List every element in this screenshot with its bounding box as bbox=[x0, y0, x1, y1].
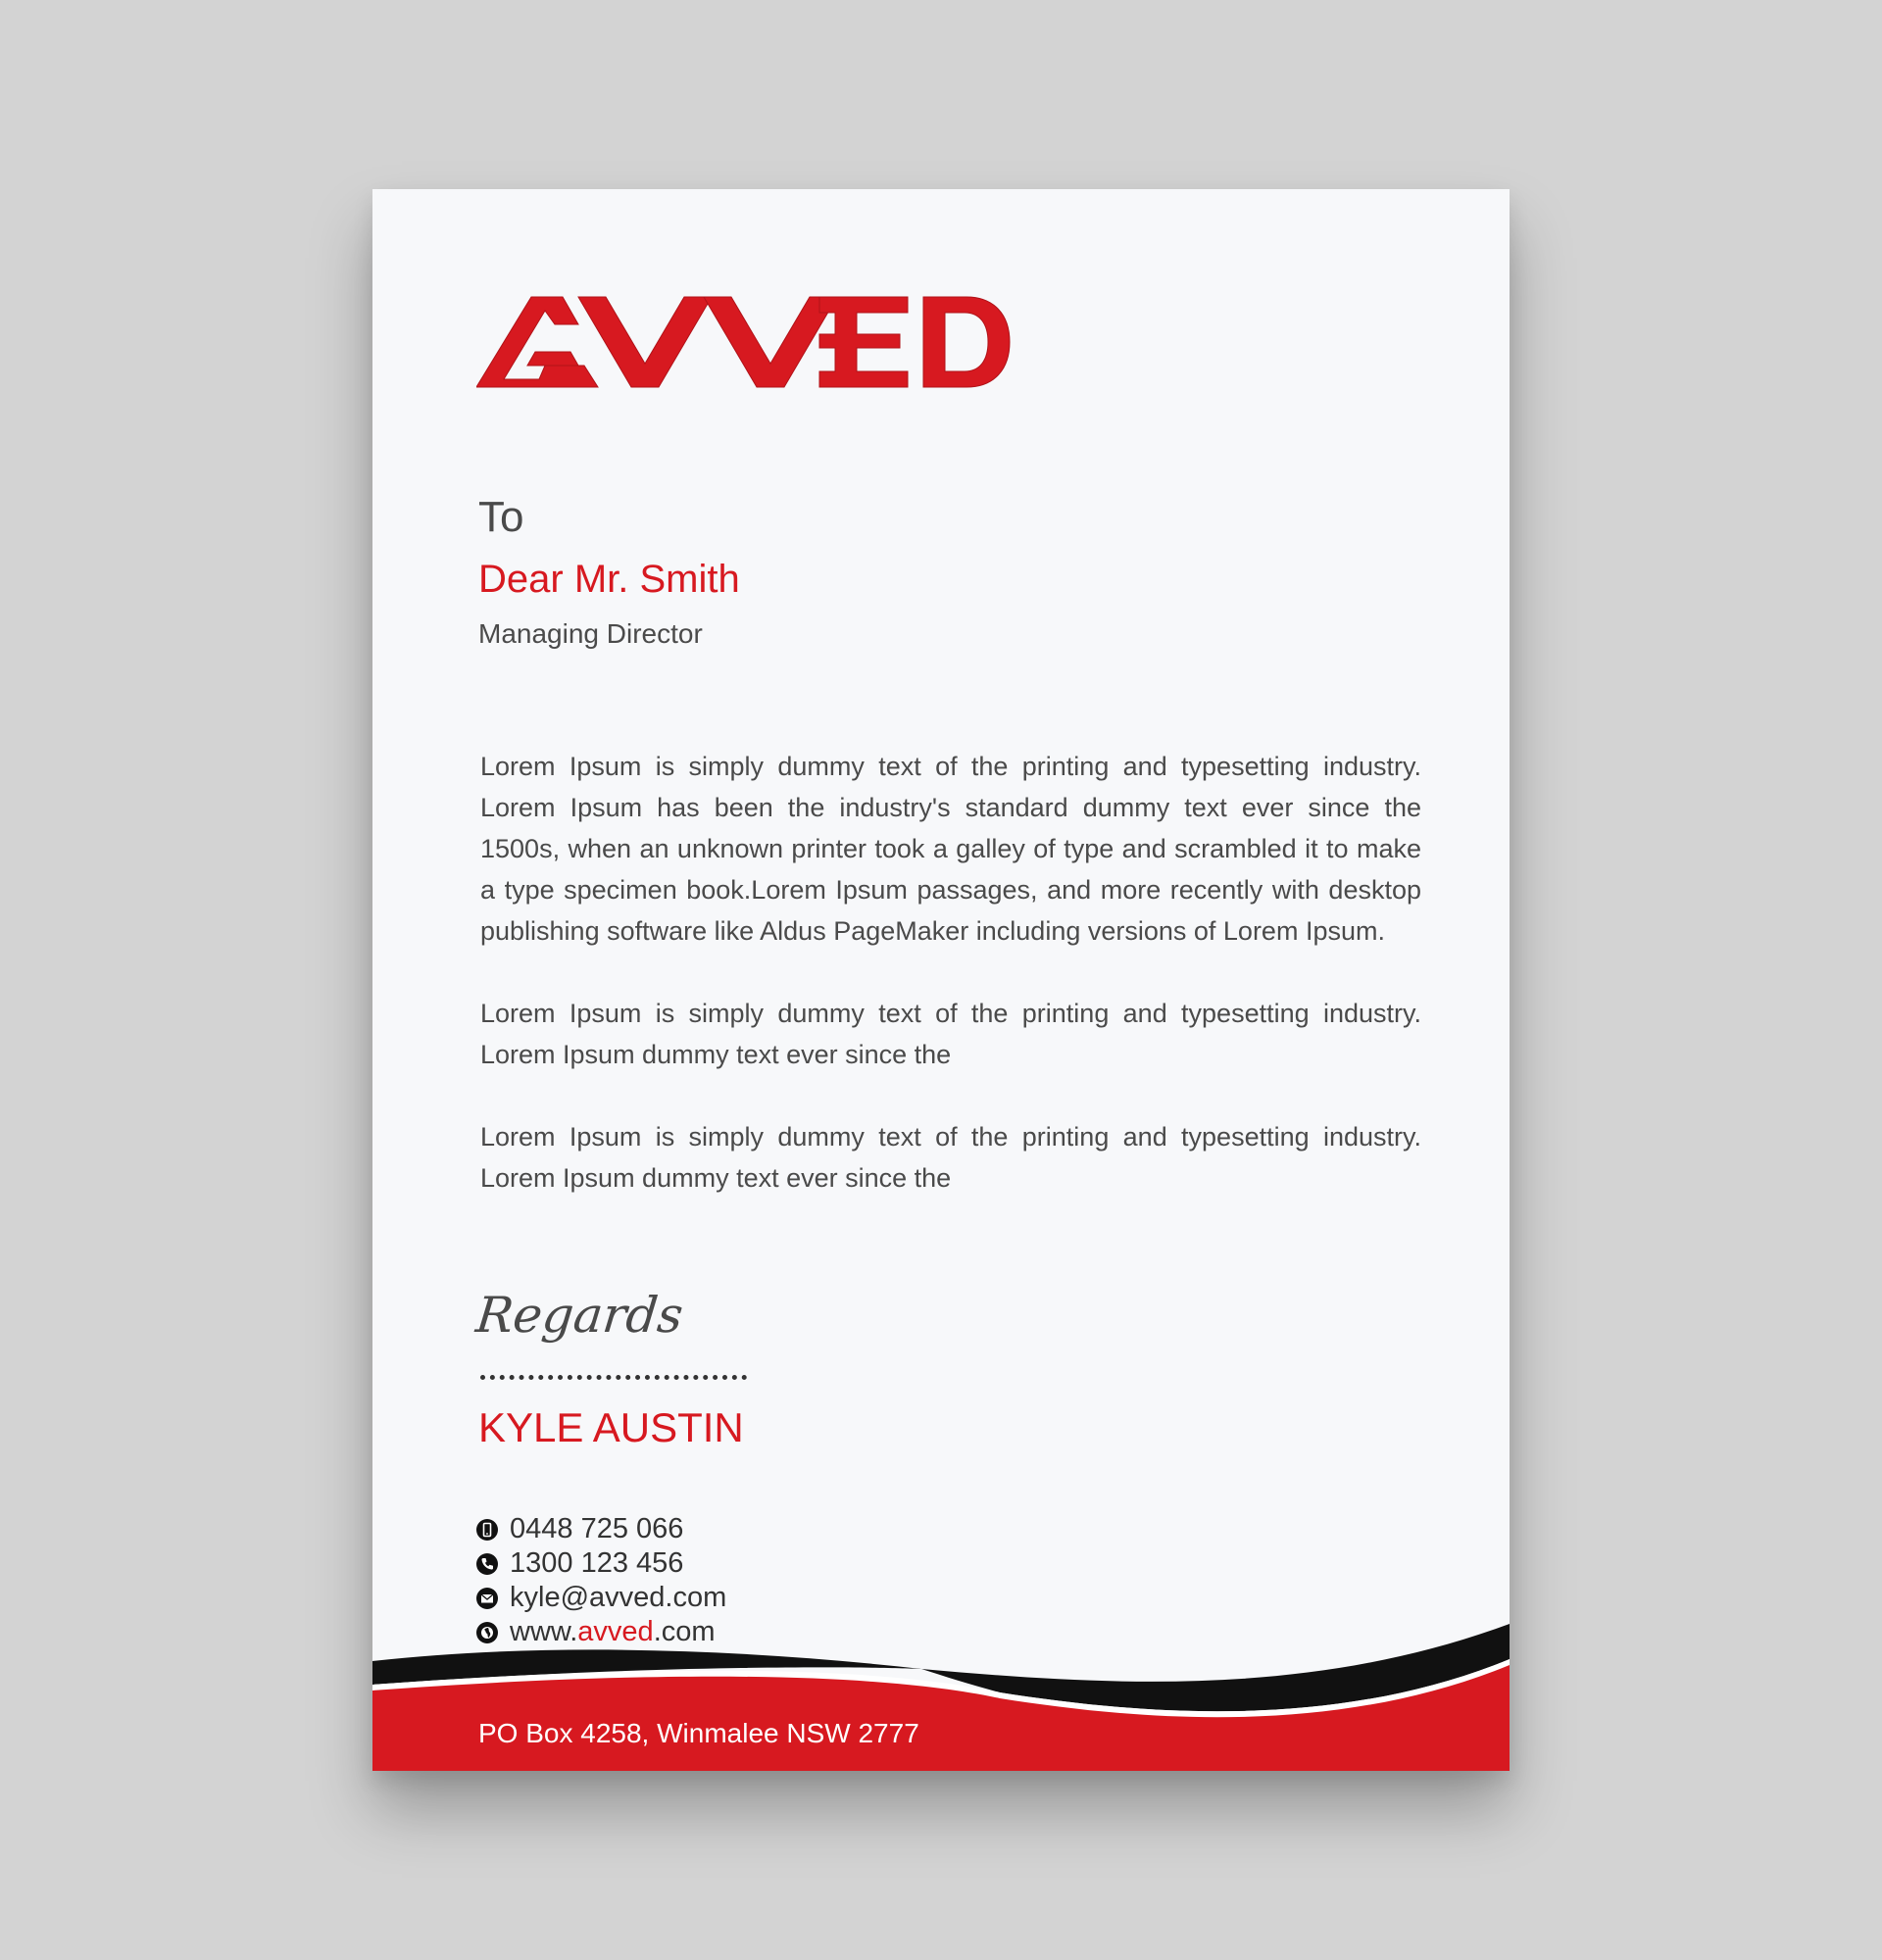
phone-number: 1300 123 456 bbox=[510, 1547, 684, 1579]
body-paragraph: Lorem Ipsum is simply dummy text of the printing and typesetting industry. Lorem Ipsum dummy text ever since the bbox=[480, 1122, 1421, 1193]
email-address[interactable]: kyle@avved.com bbox=[510, 1582, 727, 1613]
recipient-title: Managing Director bbox=[478, 618, 703, 649]
avved-logo bbox=[476, 293, 1011, 389]
body-paragraph: Lorem Ipsum is simply dummy text of the printing and typesetting industry. Lorem Ipsum dummy text ever since the bbox=[480, 999, 1421, 1069]
contact-email[interactable] bbox=[476, 1581, 726, 1615]
letterhead-page bbox=[372, 189, 1510, 1771]
to-label: To bbox=[478, 493, 524, 541]
website-domain: avved bbox=[577, 1616, 654, 1647]
mobile-icon bbox=[476, 1519, 498, 1541]
letter-body bbox=[480, 746, 1421, 1240]
signer-name: KYLE AUSTIN bbox=[478, 1404, 744, 1450]
email-icon bbox=[476, 1588, 498, 1609]
website-prefix: www. bbox=[510, 1616, 578, 1647]
recipient-name: Dear Mr. Smith bbox=[478, 558, 740, 601]
body-paragraph: Lorem Ipsum is simply dummy text of the printing and typesetting industry. Lorem Ipsum has been the industry's standard dummy text ever since the 1500s, when an unknown printer took a galley of type and scrambled it to make a type specimen book.Lorem Ipsum passages, and more recently with desktop publishing software like Aldus PageMaker including versions of Lorem Ipsum. bbox=[480, 752, 1421, 946]
contact-mobile bbox=[476, 1512, 726, 1546]
mobile-number: 0448 725 066 bbox=[510, 1513, 684, 1544]
contact-phone bbox=[476, 1546, 726, 1581]
phone-icon bbox=[476, 1553, 498, 1575]
footer-address: PO Box 4258, Winmalee NSW 2777 bbox=[478, 1718, 919, 1748]
regards-signature: Regards bbox=[472, 1287, 686, 1344]
website-suffix: .com bbox=[653, 1616, 716, 1647]
signature-dotted-line bbox=[480, 1375, 747, 1380]
